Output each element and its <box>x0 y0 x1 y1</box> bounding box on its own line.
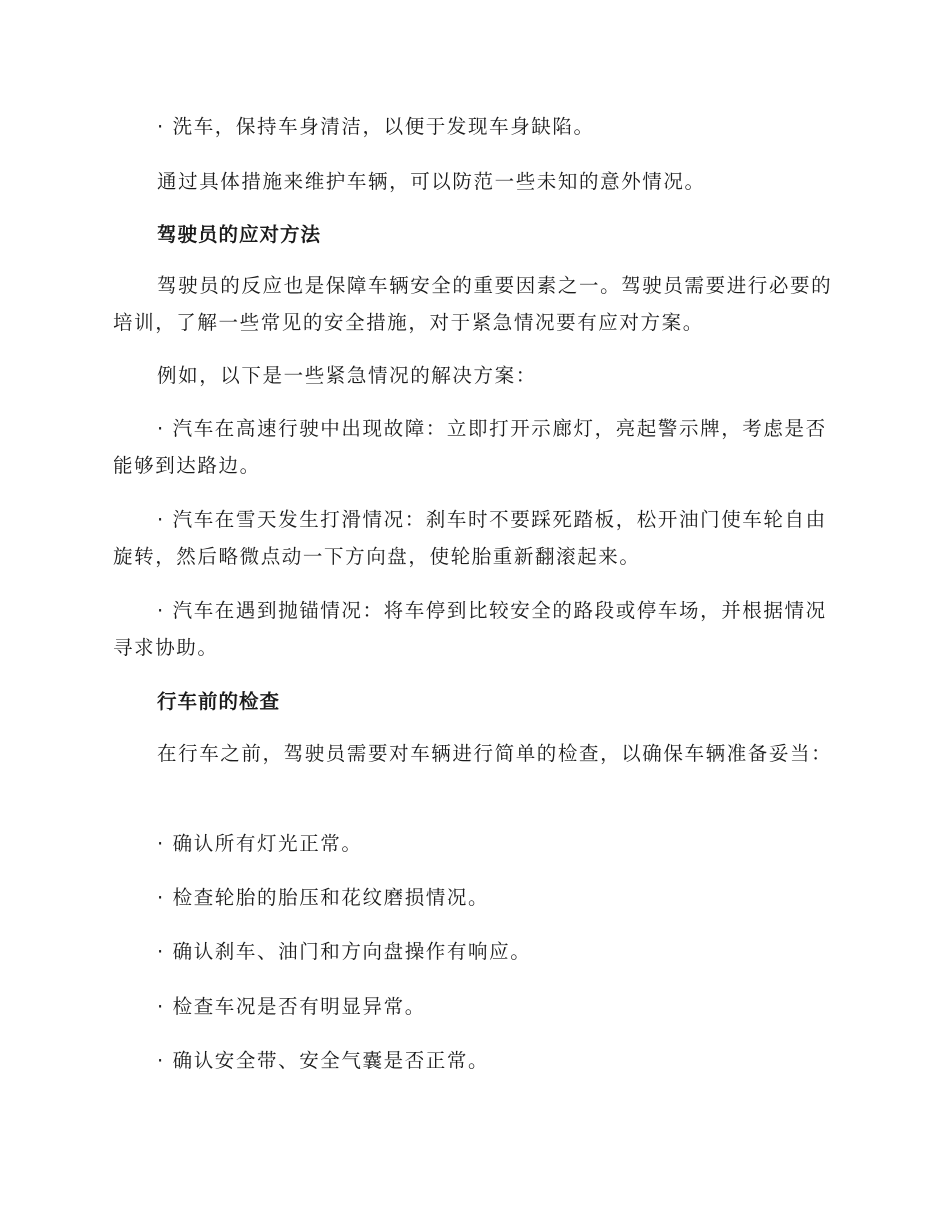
paragraph-examples-intro: 例如，以下是一些紧急情况的解决方案： <box>157 364 537 387</box>
bullet-highway-breakdown: · 汽车在高速行驶中出现故障：立即打开示廊灯，亮起警示牌，考虑是否能够到达路边。 <box>113 417 827 477</box>
bullet-check-controls: · 确认刹车、油门和方向盘操作有响应。 <box>157 940 532 963</box>
bullet-wash-car: · 洗车，保持车身清洁，以便于发现车身缺陷。 <box>157 115 595 138</box>
paragraph-driver-training: 驾驶员的反应也是保障车辆安全的重要因素之一。驾驶员需要进行必要的培训，了解一些常见的安全措施，对于紧急情况要有应对方案。 <box>113 274 833 334</box>
bullet-check-lights: · 确认所有灯光正常。 <box>157 832 363 855</box>
bullet-check-tires: · 检查轮胎的胎压和花纹磨损情况。 <box>157 886 490 909</box>
section-heading-driver-response: 驾驶员的应对方法 <box>157 223 322 246</box>
bullet-snow-skid: · 汽车在雪天发生打滑情况：刹车时不要踩死踏板，松开油门使车轮自由旋转，然后略微点动一下方向盘，使轮胎重新翻滚起来。 <box>113 508 827 568</box>
bullet-check-safety-gear: · 确认安全带、安全气囊是否正常。 <box>157 1049 490 1072</box>
bullet-check-condition: · 检查车况是否有明显异常。 <box>157 995 426 1018</box>
paragraph-maintenance-summary: 通过具体措施来维护车辆，可以防范一些未知的意外情况。 <box>157 170 706 193</box>
bullet-vehicle-stall: · 汽车在遇到抛锚情况：将车停到比较安全的路段或停车场，并根据情况寻求协助。 <box>113 599 827 659</box>
paragraph-pre-drive-intro: 在行车之前，驾驶员需要对车辆进行简单的检查，以确保车辆准备妥当： <box>157 742 833 765</box>
section-heading-pre-drive-check: 行车前的检查 <box>157 690 281 713</box>
